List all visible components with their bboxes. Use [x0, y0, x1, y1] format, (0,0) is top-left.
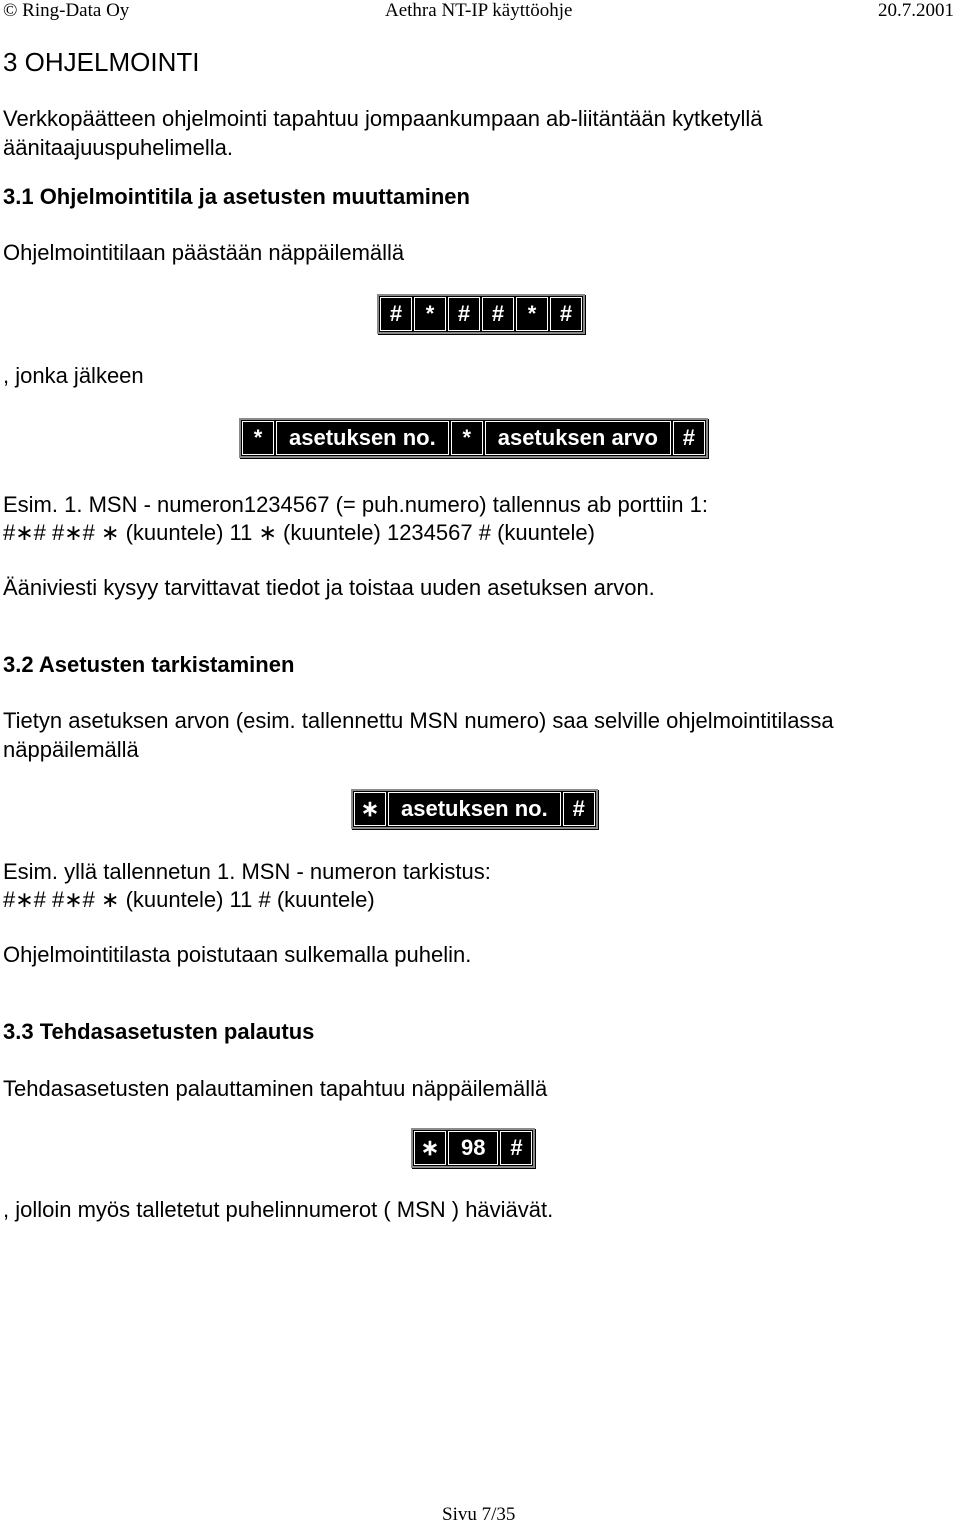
key-star: * — [242, 421, 274, 455]
header-right: 20.7.2001 — [878, 0, 954, 21]
s31-example-line-2: #∗# #∗# ∗ (kuuntele) 11 ∗ (kuuntele) 1234567 # (kuuntele) — [3, 520, 595, 545]
key-hash: # — [673, 421, 705, 455]
key-star: ∗ — [414, 1131, 446, 1165]
key-hash: # — [563, 792, 595, 826]
page-number: Sivu 7/35 — [442, 1504, 516, 1525]
s32-example-line-1: Esim. yllä tallennetun 1. MSN - numeron tarkistus: — [3, 859, 491, 884]
key-code-98: 98 — [448, 1131, 498, 1165]
s32-line-3: Ohjelmointitilasta poistutaan sulkemalla puhelin. — [3, 942, 472, 967]
keypad-sequence-enter — [377, 294, 585, 334]
key-hash: # — [482, 297, 514, 331]
s32-example-line-2: #∗# #∗# ∗ (kuuntele) 11 # (kuuntele) — [3, 887, 375, 912]
s31-line-2: , jonka jälkeen — [3, 363, 144, 388]
s32-line-2: näppäilemällä — [3, 737, 139, 762]
header-center: Aethra NT-IP käyttöohje — [385, 0, 573, 21]
section-title: 3 OHJELMOINTI — [3, 47, 200, 77]
intro-line-2: äänitaajuuspuhelimella. — [3, 135, 233, 160]
keypad-sequence-reset — [411, 1128, 535, 1168]
s31-example-line-1: Esim. 1. MSN - numeron1234567 (= puh.numero) tallennus ab porttiin 1: — [3, 492, 708, 517]
s33-line-2: , jolloin myös talletetut puhelinnumerot ( MSN ) häviävät. — [3, 1197, 554, 1222]
key-setting-value: asetuksen arvo — [485, 421, 671, 455]
subsection-3-3-title: 3.3 Tehdasasetusten palautus — [3, 1019, 315, 1044]
key-setting-number: asetuksen no. — [276, 421, 449, 455]
s31-line-1: Ohjelmointitilaan päästään näppäilemällä — [3, 240, 405, 265]
subsection-3-1-title: 3.1 Ohjelmointitila ja asetusten muuttaminen — [3, 184, 470, 209]
s33-line-1: Tehdasasetusten palauttaminen tapahtuu näppäilemällä — [3, 1076, 548, 1101]
key-setting-number: asetuksen no. — [388, 792, 561, 826]
keypad-sequence-check — [351, 789, 598, 829]
s31-line-3: Ääniviesti kysyy tarvittavat tiedot ja toistaa uuden asetuksen arvon. — [3, 575, 655, 600]
key-hash: # — [380, 297, 412, 331]
subsection-3-2-title: 3.2 Asetusten tarkistaminen — [3, 652, 295, 677]
key-star: * — [451, 421, 483, 455]
key-star: ∗ — [354, 792, 386, 826]
intro-line-1: Verkkopäätteen ohjelmointi tapahtuu jompaankumpaan ab-liitäntään kytketyllä — [3, 106, 763, 131]
key-hash: # — [500, 1131, 532, 1165]
header-left: © Ring-Data Oy — [3, 0, 130, 21]
key-star: * — [516, 297, 548, 331]
s32-line-1: Tietyn asetuksen arvon (esim. tallennettu MSN numero) saa selville ohjelmointitilassa — [3, 708, 834, 733]
key-hash: # — [550, 297, 582, 331]
key-hash: # — [448, 297, 480, 331]
keypad-sequence-set — [239, 418, 708, 458]
key-star: * — [414, 297, 446, 331]
